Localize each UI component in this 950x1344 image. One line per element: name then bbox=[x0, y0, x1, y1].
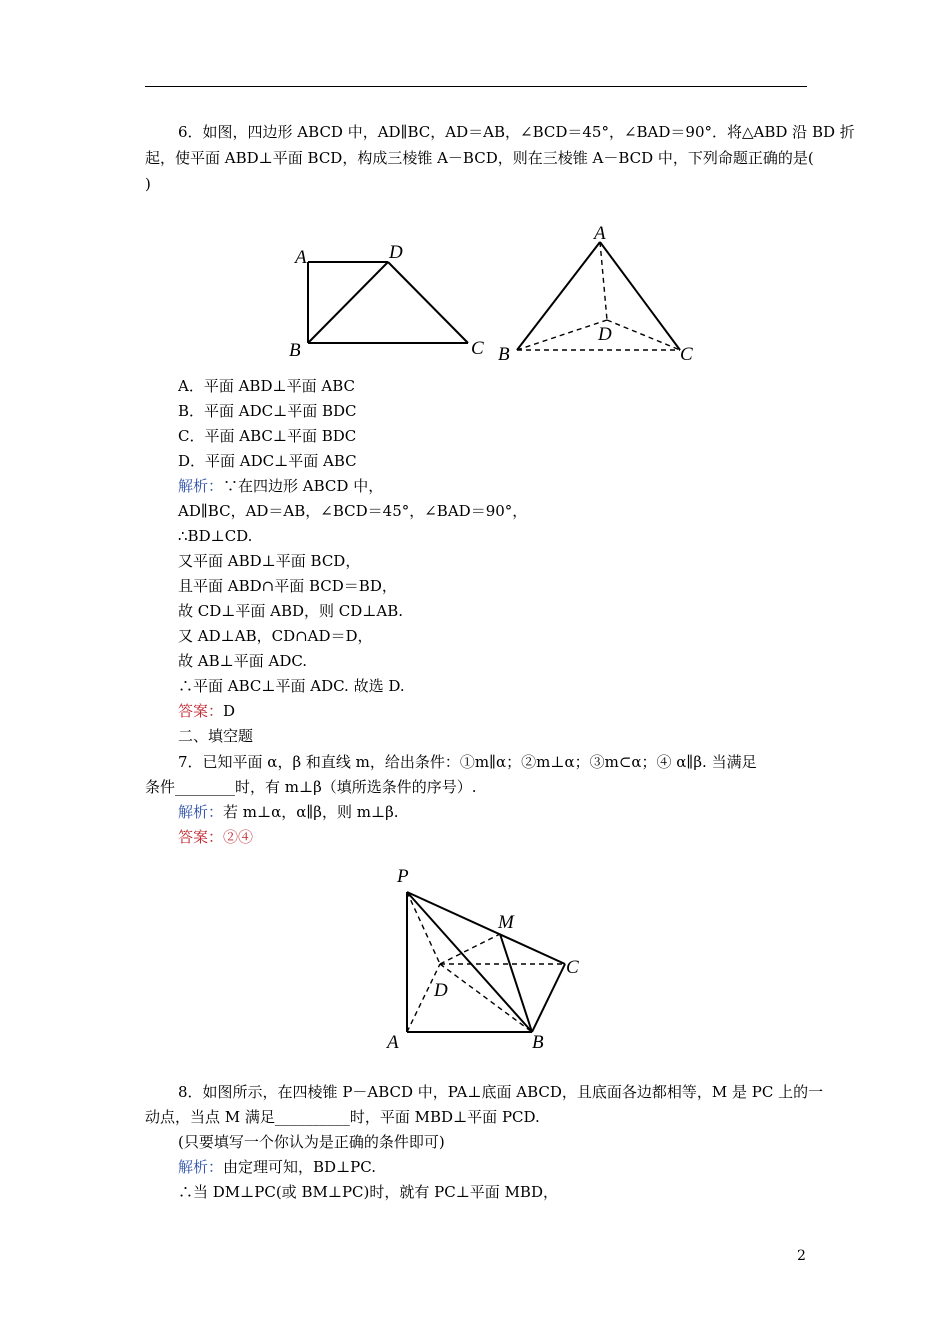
q7-line2: 条件________时，有 m⊥β（填所选条件的序号）. bbox=[145, 778, 477, 796]
q6-analysis-line: AD∥BC，AD＝AB，∠BCD＝45°，∠BAD＝90°， bbox=[178, 502, 528, 520]
q6-answer-value: D bbox=[223, 702, 236, 720]
q6-option-a: A．平面 ABD⊥平面 ABC bbox=[178, 377, 355, 395]
fig1-label-c: C bbox=[471, 338, 484, 359]
q7-analysis-label: 解析： bbox=[178, 803, 224, 821]
q8-line1: 8．如图所示，在四棱锥 P－ABCD 中，PA⊥底面 ABCD，且底面各边都相等，M 是 PC 上的一 bbox=[178, 1083, 824, 1101]
fig3-label-p: P bbox=[397, 866, 409, 887]
q7-analysis-text: 若 m⊥α，α∥β，则 m⊥β. bbox=[223, 803, 399, 821]
q8-analysis-label: 解析： bbox=[178, 1158, 224, 1176]
section-heading: 二、填空题 bbox=[178, 727, 254, 745]
q6-analysis-label: 解析： bbox=[178, 477, 224, 495]
fig1-label-d: D bbox=[389, 242, 403, 263]
header-rule bbox=[145, 86, 807, 87]
page-number: 2 bbox=[797, 1248, 806, 1264]
fig3-label-d: D bbox=[434, 980, 448, 1001]
figure-tetrahedron bbox=[490, 222, 700, 372]
fig3-label-a: A bbox=[387, 1032, 399, 1053]
q7-answer bbox=[178, 827, 253, 847]
figure-pyramid bbox=[380, 860, 610, 1060]
q8-analysis-text: 由定理可知，BD⊥PC. bbox=[223, 1158, 376, 1176]
q6-analysis-line: 且平面 ABD∩平面 BCD＝BD， bbox=[178, 577, 397, 595]
q8-last-line: ∴当 DM⊥PC(或 BM⊥PC)时，就有 PC⊥平面 MBD， bbox=[178, 1183, 558, 1201]
q6-analysis-line: 故 CD⊥平面 ABD，则 CD⊥AB. bbox=[178, 602, 404, 620]
q6-option-b: B．平面 ADC⊥平面 BDC bbox=[178, 402, 357, 420]
q7-answer-value: ②④ bbox=[223, 828, 254, 846]
q6-option-c: C．平面 ABC⊥平面 BDC bbox=[178, 427, 357, 445]
q8-analysis bbox=[178, 1157, 376, 1177]
q6-analysis-line: 故 AB⊥平面 ADC. bbox=[178, 652, 308, 670]
fig3-label-c: C bbox=[566, 957, 579, 978]
q8-line3: (只要填写一个你认为是正确的条件即可) bbox=[178, 1133, 445, 1151]
q7-answer-label: 答案： bbox=[178, 828, 224, 846]
fig3-label-b: B bbox=[532, 1032, 544, 1053]
fig2-label-c: C bbox=[680, 344, 693, 365]
fig2-label-b: B bbox=[498, 344, 510, 365]
q6-analysis-line: 又平面 ABD⊥平面 BCD， bbox=[178, 552, 361, 570]
q6-line3: ) bbox=[145, 175, 151, 193]
q6-answer-label: 答案： bbox=[178, 702, 224, 720]
q6-analysis-line: ∴平面 ABC⊥平面 ADC. 故选 D. bbox=[178, 677, 405, 695]
q6-answer bbox=[178, 701, 235, 721]
fig2-label-a: A bbox=[594, 223, 606, 244]
figure-quadrilateral bbox=[285, 240, 485, 370]
q7-analysis bbox=[178, 802, 399, 822]
fig1-label-b: B bbox=[289, 340, 301, 361]
q6-analysis-line: 又 AD⊥AB，CD∩AD＝D， bbox=[178, 627, 373, 645]
fig3-label-m: M bbox=[498, 912, 514, 933]
q6-analysis-line: ∴BD⊥CD. bbox=[178, 527, 253, 545]
q8-line2: 动点，当点 M 满足__________时，平面 MBD⊥平面 PCD. bbox=[145, 1108, 540, 1126]
q6-analysis-text: ∵在四边形 ABCD 中， bbox=[223, 477, 384, 495]
q6-option-d: D．平面 ADC⊥平面 ABC bbox=[178, 452, 357, 470]
fig1-label-a: A bbox=[295, 247, 307, 268]
q6-analysis-first-line bbox=[178, 476, 383, 496]
q6-line2: 起，使平面 ABD⊥平面 BCD，构成三棱锥 A－BCD，则在三棱锥 A－BCD 中，下列命题正确的是( bbox=[145, 149, 814, 167]
q7-line1: 7．已知平面 α，β 和直线 m，给出条件：①m∥α；②m⊥α；③m⊂α；④ α∥β. 当满足 bbox=[178, 753, 757, 771]
q6-line1: 6．如图，四边形 ABCD 中，AD∥BC，AD＝AB，∠BCD＝45°，∠BAD＝90°．将△ABD 沿 BD 折 bbox=[178, 123, 855, 141]
fig2-label-d: D bbox=[598, 324, 612, 345]
